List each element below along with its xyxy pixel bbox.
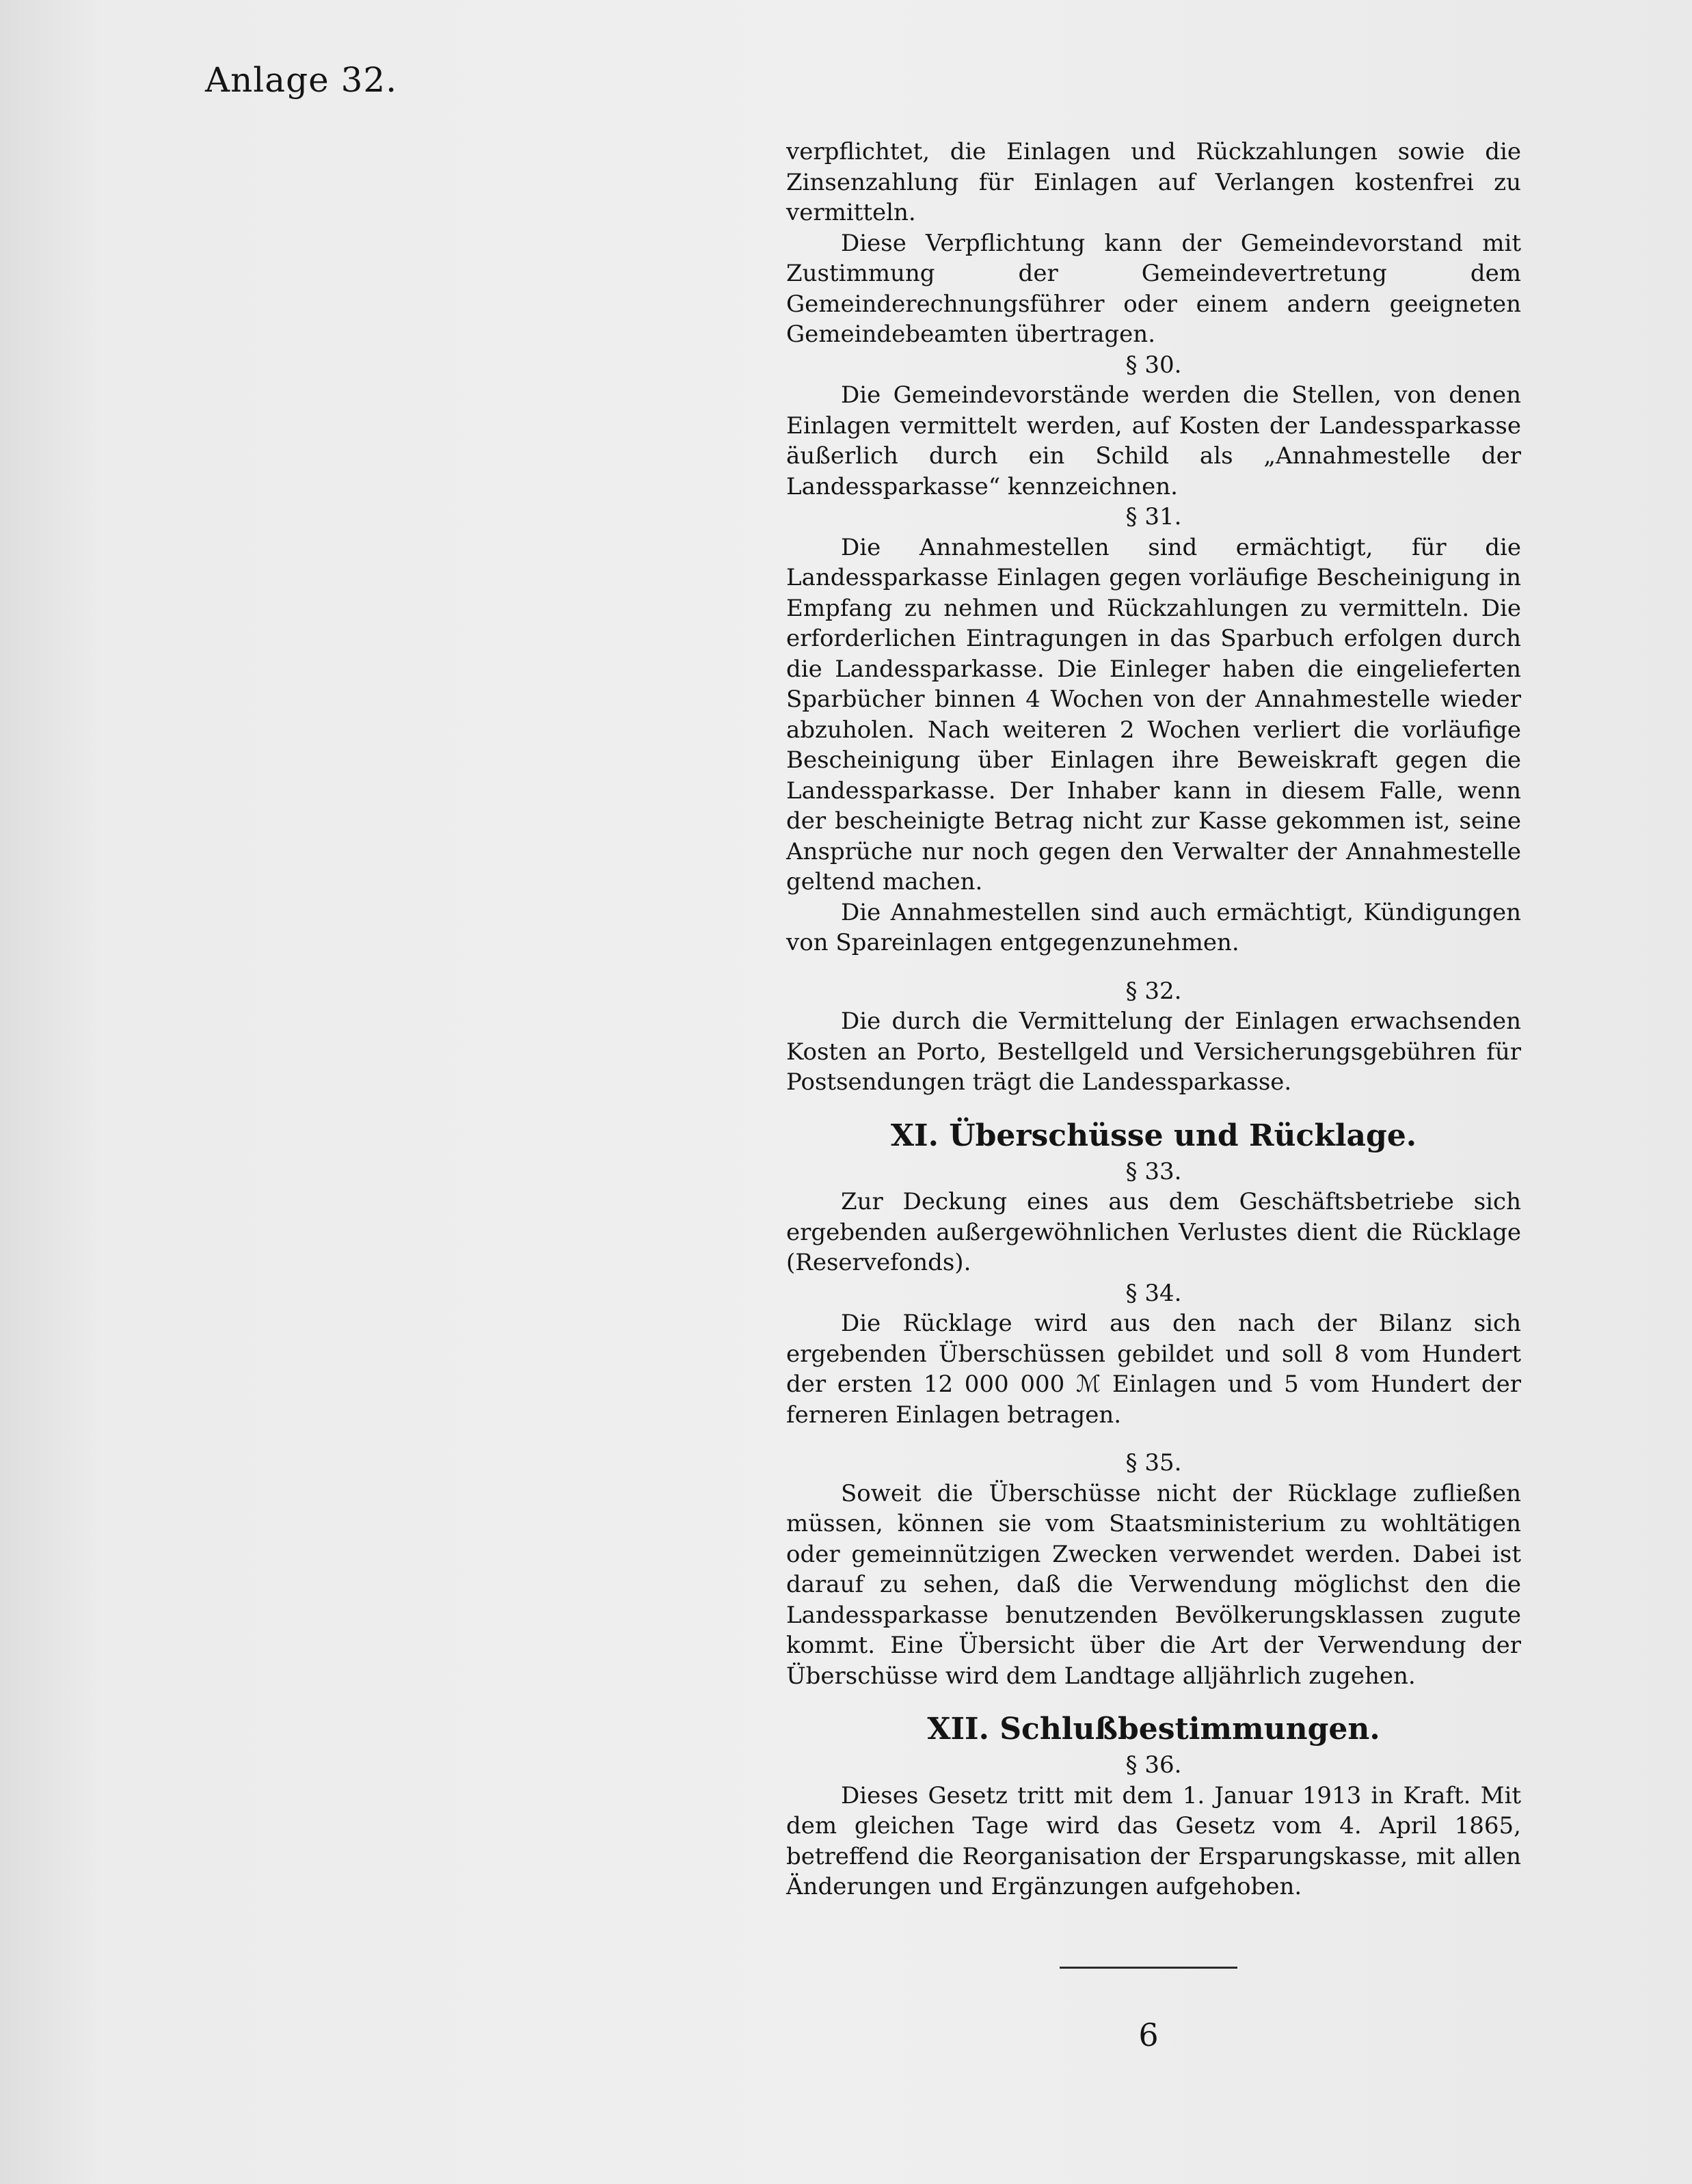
paragraph: Die Rücklage wird aus den nach der Bilanz sich ergebenden Überschüssen gebildet und soll 8 vom Hundert der ersten 12 000 000 ℳ Einlagen und 5 vom Hundert der ferneren Einlagen betragen. <box>786 1310 1521 1429</box>
chapter-heading: XI. Überschüsse und Rücklage. <box>890 1118 1417 1153</box>
section-number: § 34. <box>1125 1279 1182 1307</box>
section-number: § 32. <box>1125 977 1182 1005</box>
section-number: § 31. <box>1125 503 1182 530</box>
spacer <box>786 1691 1521 1709</box>
end-rule <box>1060 1967 1237 1969</box>
paragraph: Zur Deckung eines aus dem Geschäftsbetriebe sich ergebenden außergewöhnlichen Verlustes dient die Rücklage (Reservefonds). <box>786 1188 1521 1276</box>
paragraph: Diese Verpflichtung kann der Gemeindevorstand mit Zustimmung der Gemeindevertretung dem Gemeinderechnungsführer oder einem andern geeigneten Gemeindebeamten übertragen. <box>786 229 1521 348</box>
section-number: § 30. <box>1125 351 1182 379</box>
paragraph: verpflichtet, die Einlagen und Rückzahlungen sowie die Zinsenzahlung für Einlagen auf Verlangen kostenfrei zu vermitteln. <box>786 138 1521 226</box>
paragraph: Die durch die Vermittelung der Einlagen erwachsenden Kosten an Porto, Bestellgeld und Versicherungsgebühren für Postsendungen trägt die Landessparkasse. <box>786 1008 1521 1096</box>
spacer <box>786 1098 1521 1116</box>
annex-label: Anlage 32. <box>205 60 398 100</box>
chapter-heading: XII. Schlußbestimmungen. <box>927 1712 1380 1747</box>
spacer <box>786 958 1521 976</box>
paragraph: Dieses Gesetz tritt mit dem 1. Januar 1913 in Kraft. Mit dem gleichen Tage wird das Gesetz vom 4. April 1865, betreffend die Reorganisation der Ersparungskasse, mit allen Änderungen und Ergänzungen aufgehoben. <box>786 1781 1521 1900</box>
paragraph: Die Annahmestellen sind auch ermächtigt, Kündigungen von Spareinlagen entgegenzunehmen. <box>786 898 1521 956</box>
section-number: § 33. <box>1125 1157 1182 1185</box>
section-number: § 35. <box>1125 1449 1182 1477</box>
text-column <box>786 137 1521 1902</box>
page-number: 6 <box>1138 2017 1159 2053</box>
spacer <box>786 1430 1521 1448</box>
section-number: § 36. <box>1125 1751 1182 1779</box>
paragraph: Die Gemeindevorstände werden die Stellen, von denen Einlagen vermittelt werden, auf Kosten der Landessparkasse äußerlich durch ein Schild als „Annahmestelle der Landessparkasse“ kennzeichnen. <box>786 381 1521 500</box>
paragraph: Die Annahmestellen sind ermächtigt, für die Landessparkasse Einlagen gegen vorläufige Bescheinigung in Empfang zu nehmen und Rückzahlungen zu vermitteln. Die erforderlichen Eintragungen in das Sparbuch erfolgen durch die Landessparkasse. Die Einleger haben die eingelieferten Sparbücher binnen 4 Wochen von der Annahmestelle wieder abzuholen. Nach weiteren 2 Wochen verliert die vorläufige Bescheinigung über Einlagen ihre Beweiskraft gegen die Landessparkasse. Der Inhaber kann in diesem Falle, wenn der bescheinigte Betrag nicht zur Kasse gekommen ist, seine Ansprüche nur noch gegen den Verwalter der Annahmestelle geltend machen. <box>786 533 1521 895</box>
paragraph: Soweit die Überschüsse nicht der Rücklage zufließen müssen, können sie vom Staatsministerium zu wohltätigen oder gemeinnützigen Zwecken verwendet werden. Dabei ist darauf zu sehen, daß die Verwendung möglichst den die Landessparkasse benutzenden Bevölkerungsklassen zugute kommt. Eine Übersicht über die Art der Verwendung der Überschüsse wird dem Landtage alljährlich zugehen. <box>786 1479 1521 1690</box>
